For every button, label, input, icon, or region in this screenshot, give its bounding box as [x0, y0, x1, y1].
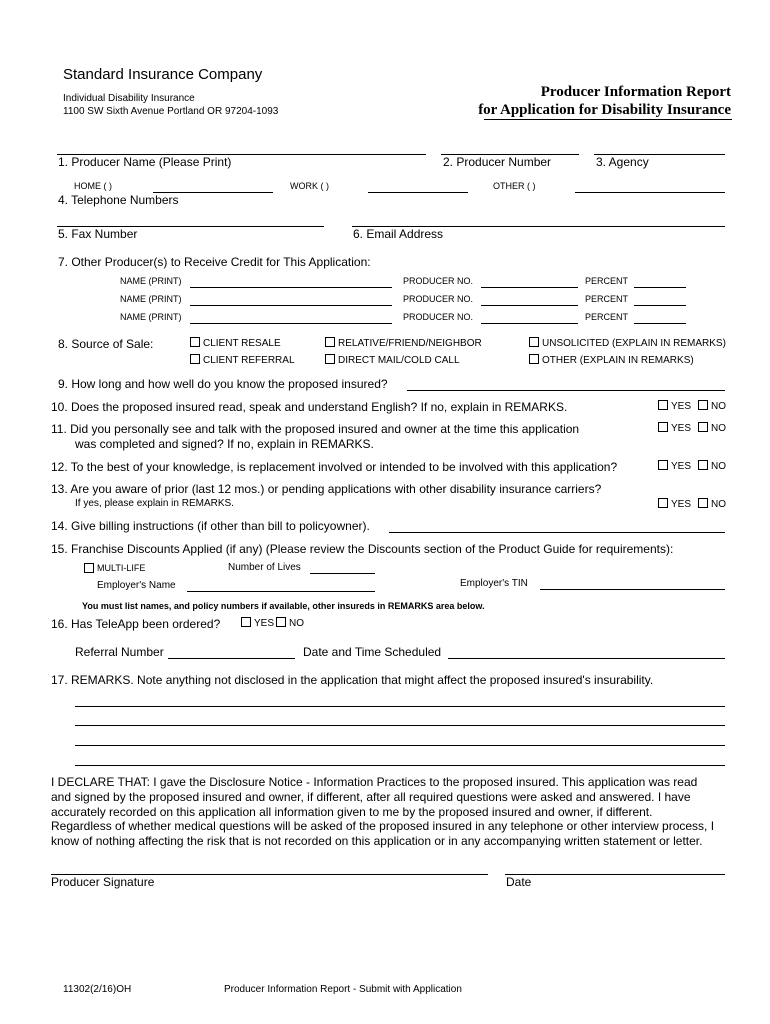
- other-producer-no-field[interactable]: [481, 305, 578, 306]
- checkbox-icon[interactable]: [658, 460, 668, 470]
- producer-signature-label: Producer Signature: [51, 875, 155, 889]
- email-label: 6. Email Address: [353, 227, 444, 241]
- number-of-lives-label: Number of Lives: [228, 562, 301, 573]
- checkbox-icon[interactable]: [276, 617, 286, 627]
- work-phone-label: WORK ( ): [290, 181, 329, 191]
- yes-label: YES: [671, 401, 692, 412]
- remarks-line[interactable]: [75, 765, 725, 766]
- q11-yes[interactable]: [658, 423, 691, 434]
- other-producer-percent-label: PERCENT: [585, 276, 629, 286]
- declaration-line: know of nothing affecting the risk that is not recorded on this application or in any accompanying written statement or letter.: [51, 834, 703, 848]
- client-referral-option[interactable]: [190, 355, 295, 366]
- yes-label: YES: [671, 423, 692, 434]
- q13-yes[interactable]: [658, 499, 691, 510]
- declaration-line: I DECLARE THAT: I gave the Disclosure Notice - Information Practices to the proposed insured. This application was read: [51, 775, 698, 789]
- q12-label: 12. To the best of your knowledge, is replacement involved or intended to be involved with this application?: [51, 460, 618, 474]
- home-phone-label: HOME ( ): [74, 181, 112, 191]
- other-phone-label: OTHER ( ): [493, 181, 536, 191]
- q9-answer-field[interactable]: [407, 390, 725, 391]
- q15-note: You must list names, and policy numbers if available, other insureds in REMARKS area below.: [82, 601, 485, 611]
- header-rule: [484, 119, 732, 120]
- checkbox-icon[interactable]: [698, 422, 708, 432]
- checkbox-icon[interactable]: [658, 422, 668, 432]
- relative-friend-label: RELATIVE/FRIEND/NEIGHBOR: [338, 338, 482, 349]
- division: Individual Disability Insurance: [63, 93, 195, 104]
- other-producer-no-field[interactable]: [481, 287, 578, 288]
- report-title: Producer Information Report: [540, 84, 731, 100]
- signature-date-label: Date: [506, 875, 532, 889]
- employer-name-field[interactable]: [187, 591, 375, 592]
- no-label: NO: [711, 461, 726, 472]
- q15-label: 15. Franchise Discounts Applied (if any) (Please review the Discounts section of the Product Guide for requirements):: [51, 542, 674, 556]
- q12-no[interactable]: [698, 461, 726, 472]
- remarks-line[interactable]: [75, 706, 725, 707]
- multi-life-option[interactable]: [84, 563, 145, 574]
- referral-number-label: Referral Number: [75, 645, 164, 659]
- other-producer-name-field[interactable]: [190, 305, 392, 306]
- q16-no[interactable]: [276, 618, 304, 629]
- remarks-line[interactable]: [75, 725, 725, 726]
- remarks-line[interactable]: [75, 745, 725, 746]
- q9-label: 9. How long and how well do you know the proposed insured?: [58, 377, 388, 391]
- agency-label: 3. Agency: [596, 155, 649, 169]
- no-label: NO: [711, 499, 726, 510]
- fax-label: 5. Fax Number: [58, 227, 138, 241]
- q17-label: 17. REMARKS. Note anything not disclosed in the application that might affect the proposed insured's insurability.: [51, 673, 654, 687]
- checkbox-icon[interactable]: [529, 354, 539, 364]
- no-label: NO: [289, 618, 304, 629]
- company-address: 1100 SW Sixth Avenue Portland OR 97204-1093: [63, 106, 279, 117]
- yes-label: YES: [671, 461, 692, 472]
- checkbox-icon[interactable]: [190, 337, 200, 347]
- relative-friend-option[interactable]: [325, 338, 482, 349]
- other-producer-name-label: NAME (PRINT): [120, 294, 182, 304]
- q10-yes[interactable]: [658, 401, 691, 412]
- client-resale-label: CLIENT RESALE: [203, 338, 281, 349]
- other-producer-name-label: NAME (PRINT): [120, 276, 182, 286]
- checkbox-icon[interactable]: [190, 354, 200, 364]
- date-time-scheduled-field[interactable]: [448, 658, 725, 659]
- checkbox-icon[interactable]: [698, 460, 708, 470]
- yes-label: YES: [671, 499, 692, 510]
- q13-label-cont: If yes, please explain in REMARKS.: [75, 498, 234, 509]
- q16-yes[interactable]: [241, 618, 274, 629]
- checkbox-icon[interactable]: [529, 337, 539, 347]
- q13-label: 13. Are you aware of prior (last 12 mos.) or pending applications with other disability insurance carriers?: [51, 482, 602, 496]
- client-referral-label: CLIENT REFERRAL: [203, 355, 295, 366]
- q14-label: 14. Give billing instructions (if other than bill to policyowner).: [51, 519, 370, 533]
- q12-yes[interactable]: [658, 461, 691, 472]
- q11-label-cont: was completed and signed? If no, explain in REMARKS.: [75, 437, 374, 451]
- signature-date-field[interactable]: [505, 874, 725, 875]
- other-producer-name-field[interactable]: [190, 287, 392, 288]
- direct-mail-option[interactable]: [325, 355, 460, 366]
- other-producer-no-label: PRODUCER NO.: [403, 312, 474, 322]
- direct-mail-label: DIRECT MAIL/COLD CALL: [338, 355, 460, 366]
- q10-no[interactable]: [698, 401, 726, 412]
- other-producer-percent-label: PERCENT: [585, 312, 629, 322]
- checkbox-icon[interactable]: [658, 498, 668, 508]
- other-source-option[interactable]: [529, 355, 694, 366]
- checkbox-icon[interactable]: [325, 354, 335, 364]
- producer-name-label: 1. Producer Name (Please Print): [58, 155, 232, 169]
- employer-tin-label: Employer's TIN: [460, 578, 528, 589]
- q13-no[interactable]: [698, 499, 726, 510]
- work-phone-field[interactable]: [368, 192, 468, 193]
- other-producer-percent-field[interactable]: [634, 305, 686, 306]
- checkbox-icon[interactable]: [658, 400, 668, 410]
- declaration-line: and signed by the proposed insured and owner, if different, after all required questions were asked and answered. I have: [51, 790, 691, 804]
- other-source-label: OTHER (EXPLAIN IN REMARKS): [542, 355, 694, 366]
- form-number: 11302(2/16)OH: [63, 984, 132, 995]
- other-producer-no-field[interactable]: [481, 323, 578, 324]
- multi-life-label: MULTI-LIFE: [97, 563, 146, 573]
- checkbox-icon[interactable]: [698, 498, 708, 508]
- q16-label: 16. Has TeleApp been ordered?: [51, 617, 221, 631]
- checkbox-icon[interactable]: [84, 563, 94, 573]
- source-of-sale-label: 8. Source of Sale:: [58, 337, 154, 351]
- q14-answer-field[interactable]: [389, 532, 725, 533]
- q11-label: 11. Did you personally see and talk with the proposed insured and owner at the time this application: [51, 422, 580, 436]
- checkbox-icon[interactable]: [241, 617, 251, 627]
- employer-name-label: Employer's Name: [97, 580, 176, 591]
- referral-number-field[interactable]: [168, 658, 295, 659]
- producer-number-label: 2. Producer Number: [443, 155, 552, 169]
- other-producers-label: 7. Other Producer(s) to Receive Credit for This Application:: [58, 255, 371, 269]
- unsolicited-option[interactable]: [529, 338, 726, 349]
- checkbox-icon[interactable]: [325, 337, 335, 347]
- telephone-label: 4. Telephone Numbers: [58, 193, 179, 207]
- declaration-line: Regardless of whether medical questions will be asked of the proposed insured in any telephone or other interview process, I: [51, 819, 715, 833]
- no-label: NO: [711, 423, 726, 434]
- declaration-line: accurately recorded on this application all information given to me by the proposed insured and owner, if different.: [51, 805, 653, 819]
- company-name: Standard Insurance Company: [63, 66, 263, 83]
- report-subtitle: for Application for Disability Insurance: [478, 102, 731, 118]
- checkbox-icon[interactable]: [698, 400, 708, 410]
- yes-label: YES: [254, 618, 275, 629]
- q11-no[interactable]: [698, 423, 726, 434]
- no-label: NO: [711, 401, 726, 412]
- other-producer-no-label: PRODUCER NO.: [403, 276, 474, 286]
- unsolicited-label: UNSOLICITED (EXPLAIN IN REMARKS): [542, 338, 726, 349]
- q10-label: 10. Does the proposed insured read, speak and understand English? If no, explain in REMARKS.: [51, 400, 568, 414]
- other-producer-percent-field[interactable]: [634, 323, 686, 324]
- employer-tin-field[interactable]: [540, 589, 725, 590]
- client-resale-option[interactable]: [190, 338, 281, 349]
- date-time-scheduled-label: Date and Time Scheduled: [303, 645, 442, 659]
- other-phone-field[interactable]: [575, 192, 725, 193]
- footer-caption: Producer Information Report - Submit with Application: [224, 984, 462, 995]
- other-producer-name-field[interactable]: [190, 323, 392, 324]
- other-producer-percent-field[interactable]: [634, 287, 686, 288]
- other-producer-name-label: NAME (PRINT): [120, 312, 182, 322]
- other-producer-no-label: PRODUCER NO.: [403, 294, 474, 304]
- number-of-lives-field[interactable]: [310, 573, 375, 574]
- other-producer-percent-label: PERCENT: [585, 294, 629, 304]
